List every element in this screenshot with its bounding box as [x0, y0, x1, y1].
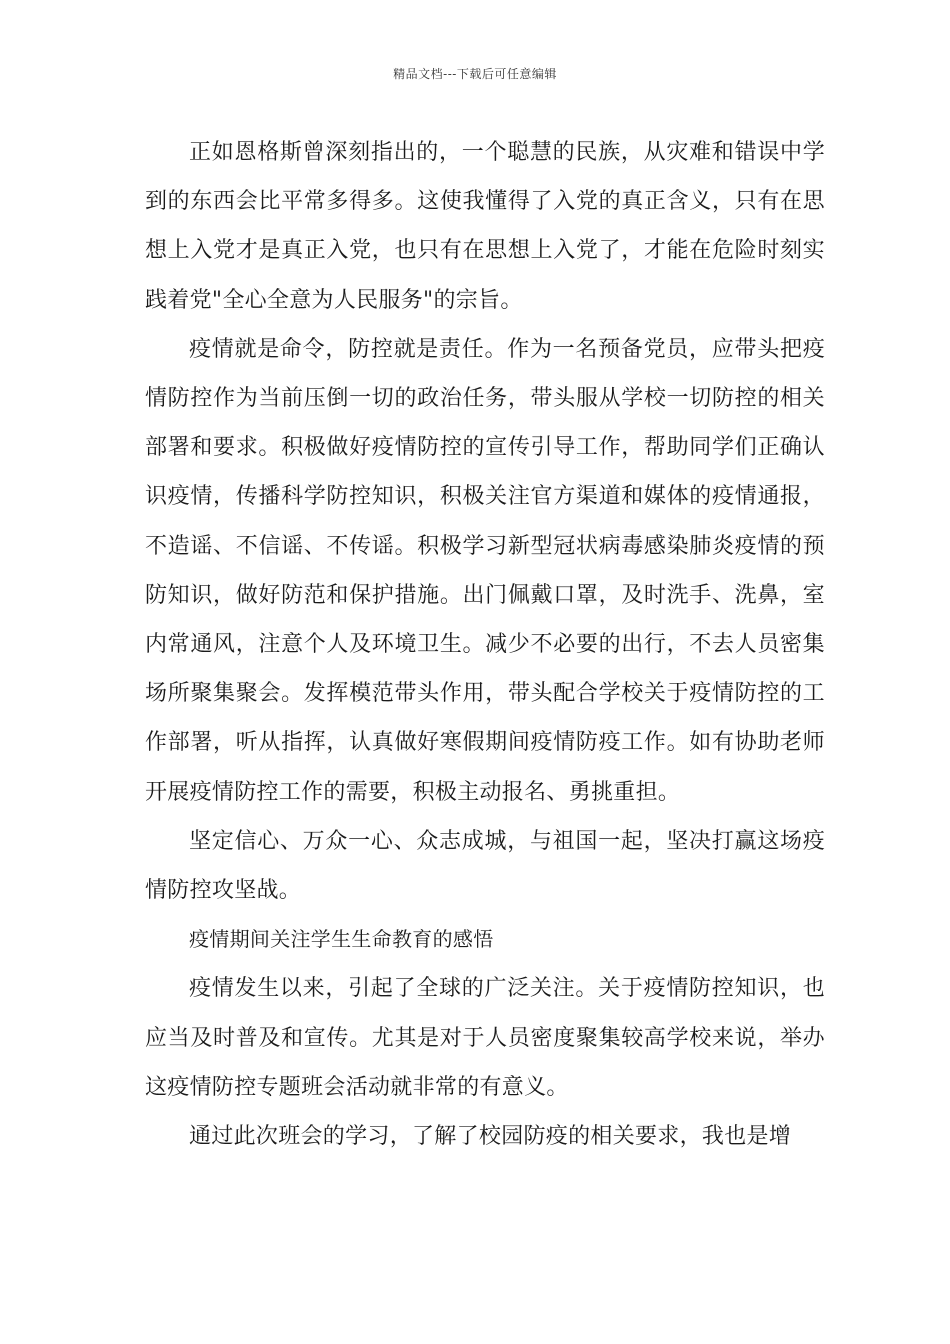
page-header: 精品文档---下载后可任意编辑: [393, 67, 557, 81]
paragraph-2: 疫情就是命令，防控就是责任。作为一名预备党员，应带头把疫情防控作为当前压倒一切的政治任务，带头服从学校一切防控的相关部署和要求。积极做好疫情防控的宣传引导工作，帮助同学们正确认识疫情，传播科学防控知识，积极关注官方渠道和媒体的疫情通报，不造谣、不信谣、不传谣。积极学习新型冠状病毒感染肺炎疫情的预防知识，做好防范和保护措施。出门佩戴口罩，及时洗手、洗鼻，室内常通风，注意个人及环境卫生。减少不必要的出行，不去人员密集场所聚集聚会。发挥模范带头作用，带头配合学校关于疫情防控的工作部署，听从指挥，认真做好寒假期间疫情防疫工作。如有协助老师开展疫情防控工作的需要，积极主动报名、勇挑重担。: [145, 336, 825, 805]
paragraph-5: 通过此次班会的学习，了解了校园防疫的相关要求，我也是增: [189, 1124, 792, 1150]
paragraph-4: 疫情发生以来，引起了全球的广泛关注。关于疫情防控知识，也应当及时普及和宣传。尤其是对于人员密度聚集较高学校来说，举办这疫情防控专题班会活动就非常的有意义。: [145, 976, 825, 1100]
document-body: [145, 128, 825, 1161]
section-heading: 疫情期间关注学生生命教育的感悟: [189, 927, 494, 952]
paragraph-3: 坚定信心、万众一心、众志成城，与祖国一起，坚决打赢这场疫情防控攻坚战。: [145, 828, 825, 904]
paragraph-1: 正如恩格斯曾深刻指出的，一个聪慧的民族，从灾难和错误中学到的东西会比平常多得多。这使我懂得了入党的真正含义，只有在思想上入党才是真正入党，也只有在思想上入党了，才能在危险时刻实践着党"全心全意为人民服务"的宗旨。: [145, 140, 825, 313]
